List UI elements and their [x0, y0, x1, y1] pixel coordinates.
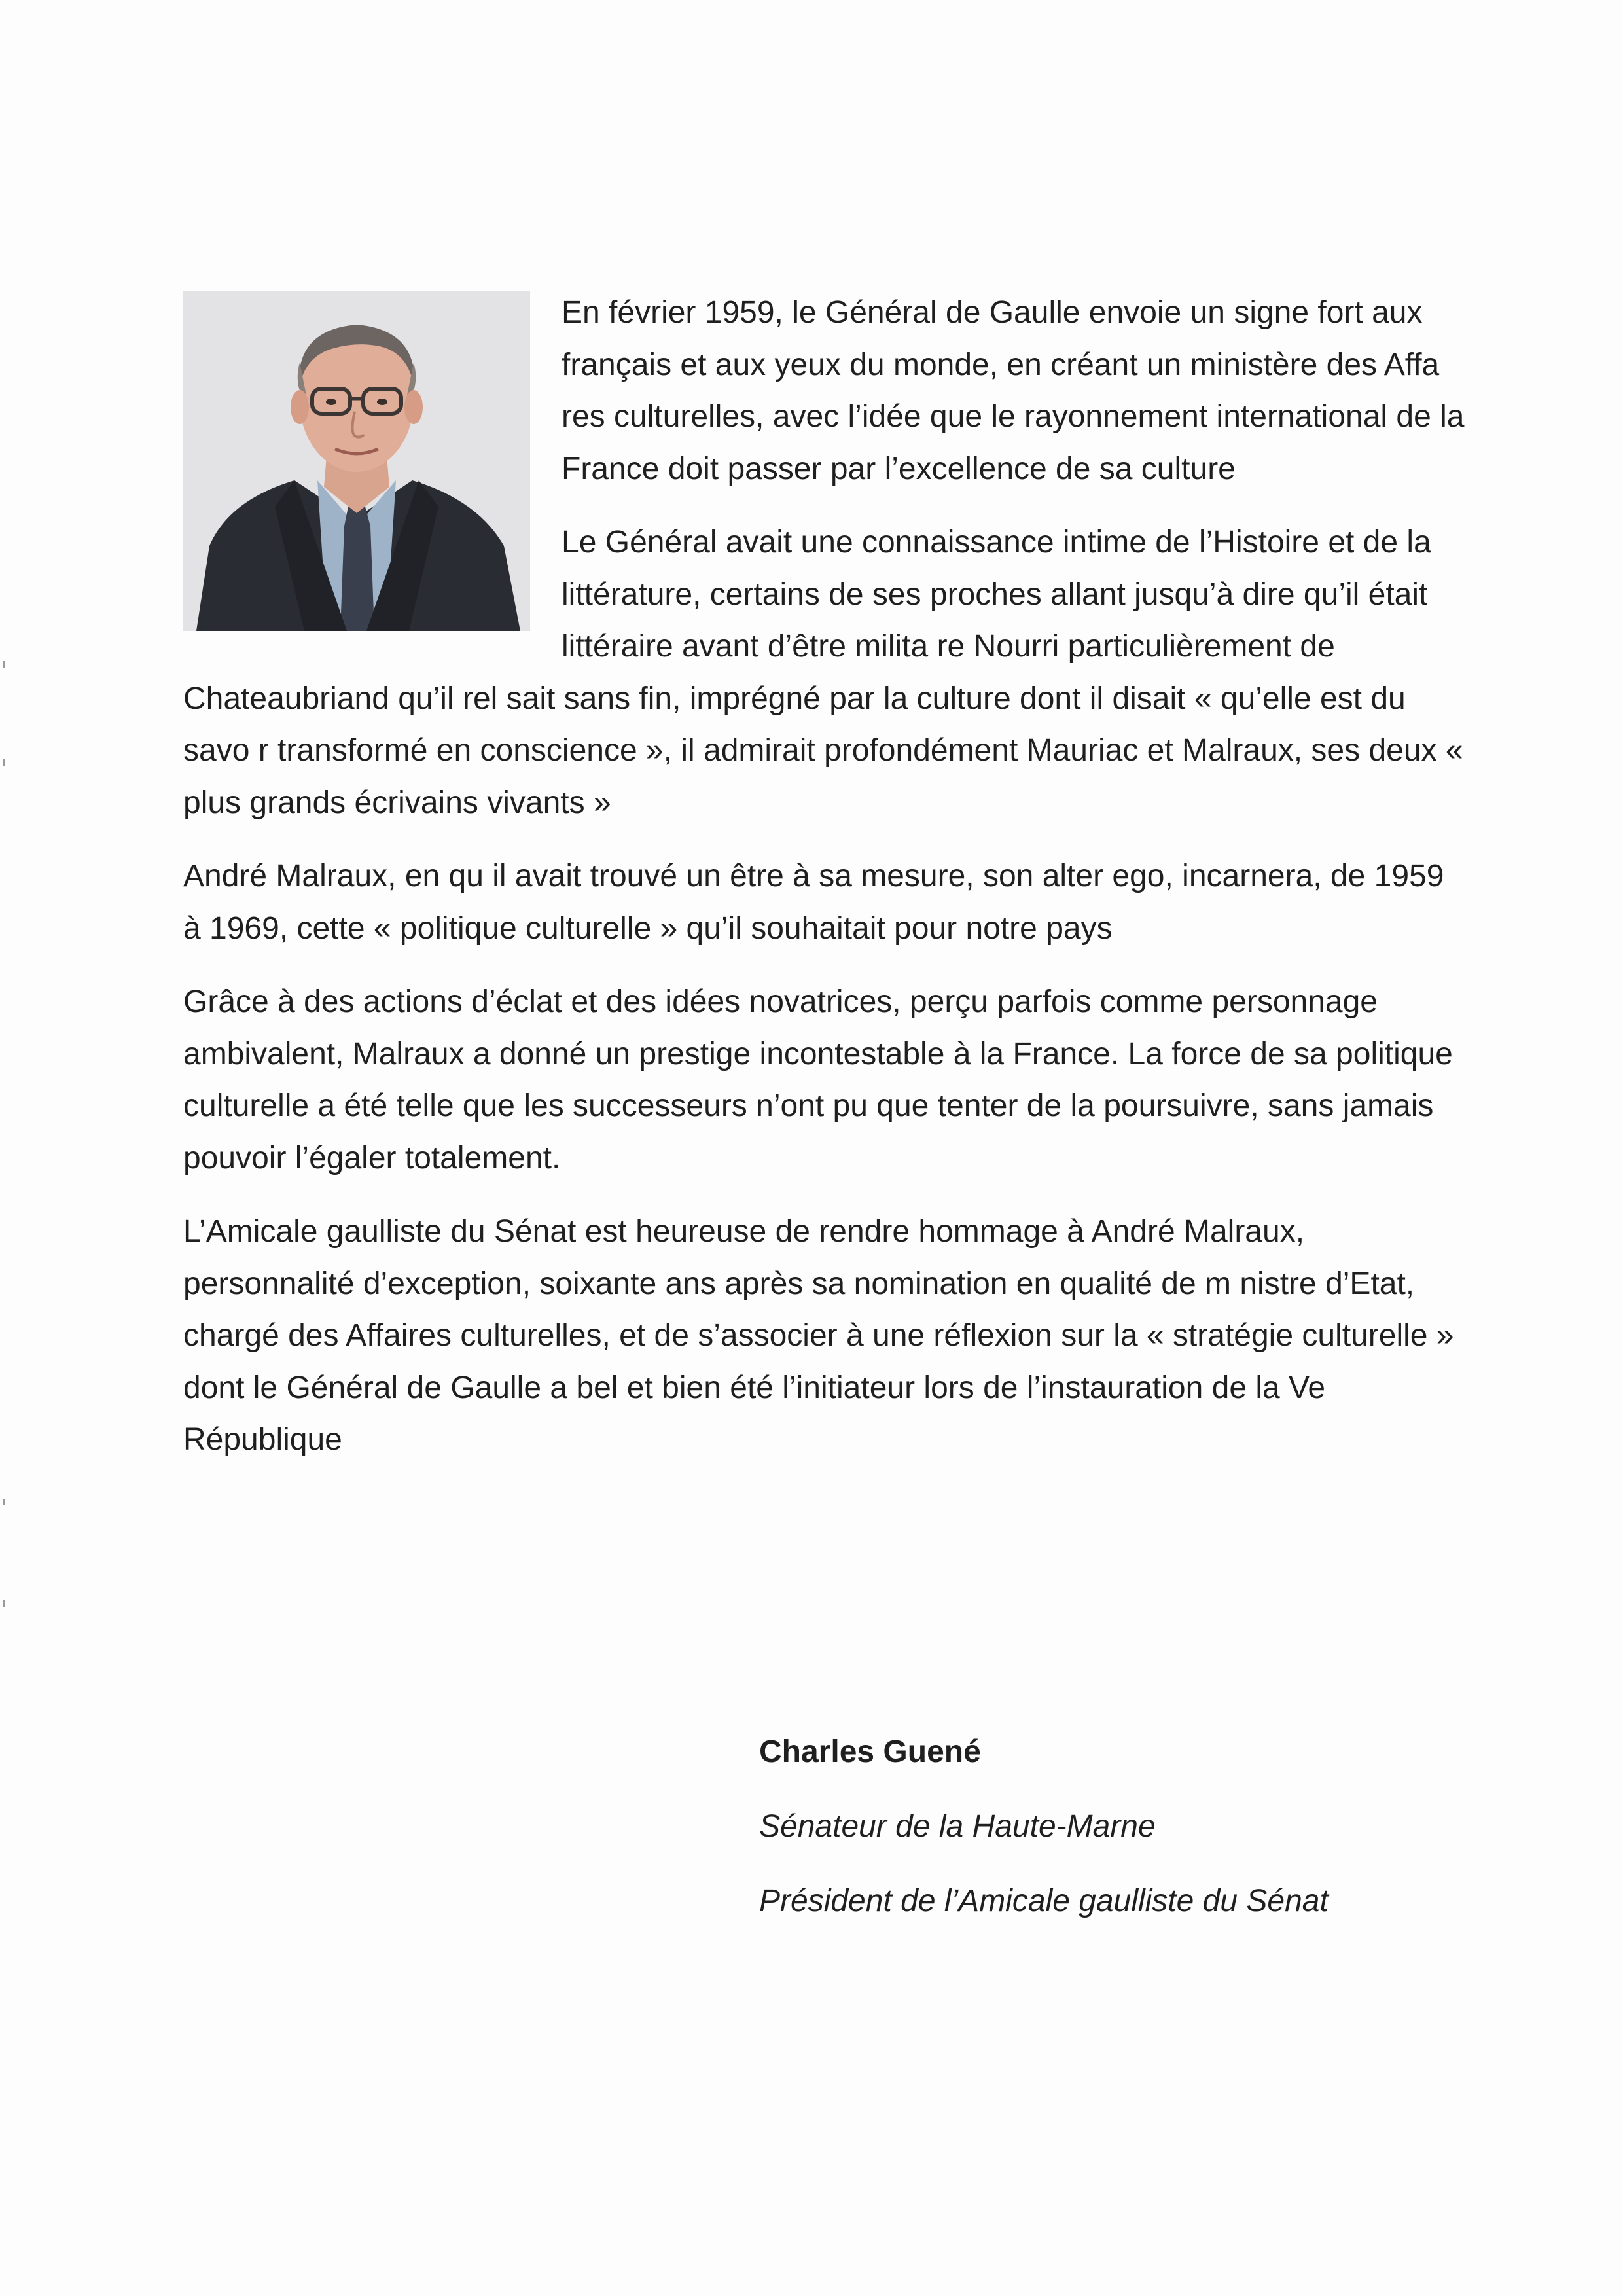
signature-block [759, 1732, 1544, 1956]
paragraph-5: L’Amicale gaulliste du Sénat est heureuse de rendre hommage à André Malraux, personnalité d’exception, soixante ans après sa nomination en qualité de m nistre d’Etat, chargé des Affaires culturelles, et de s’associer à une réflexion sur la « stratégie culturelle » dont le Général de Gaulle a bel et bien été l’initiateur lors de l’instauration de la Ve République [183, 1214, 1454, 1457]
signatory-title: Sénateur de la Haute-Marne [759, 1809, 1156, 1844]
paragraph-1: En février 1959, le Général de Gaulle envoie un signe fort aux français et aux yeux du monde, en créant un ministère des Affa res culturelles, avec l’idée que le rayonnement international de la France doit passer par l’excellence de sa culture [562, 295, 1465, 486]
author-portrait [183, 291, 530, 631]
paragraph-4: Grâce à des actions d’éclat et des idées novatrices, perçu parfois comme personnage ambivalent, Malraux a donné un prestige incontestable à la France. La force de sa politique culturelle a été telle que les successeurs n’ont pu que tenter de la poursuivre, sans jamais pouvoir l’égaler totalement. [183, 984, 1453, 1175]
paragraph-3: André Malraux, en qu il avait trouvé un être à sa mesure, son alter ego, incarnera, de 1959 à 1969, cette « politique culturelle » qu’il souhaitait pour notre pays [183, 859, 1444, 946]
scan-artifact-mark [3, 759, 5, 766]
scan-artifact-mark [3, 661, 5, 668]
foreword-body [183, 287, 1466, 1488]
signatory-role: Président de l’Amicale gaulliste du Sénat [759, 1884, 1329, 1918]
scan-artifact-mark [3, 1600, 5, 1607]
paragraph-2: Le Général avait une connaissance intime de l’Histoire et de la littérature, certains de ses proches allant jusqu’à dire qu’il était littéraire avant d’être milita re Nourri particulièrement de Chateaubriand qu’il rel sait sans fin, imprégné par la culture dont il disait « qu’elle est du savo r transformé en conscience », il admirait profondément Mauriac et Malraux, ses deux « plus grands écrivains vivants » [183, 525, 1463, 820]
signatory-name: Charles Guené [759, 1734, 981, 1769]
scan-artifact-mark [3, 1499, 5, 1505]
